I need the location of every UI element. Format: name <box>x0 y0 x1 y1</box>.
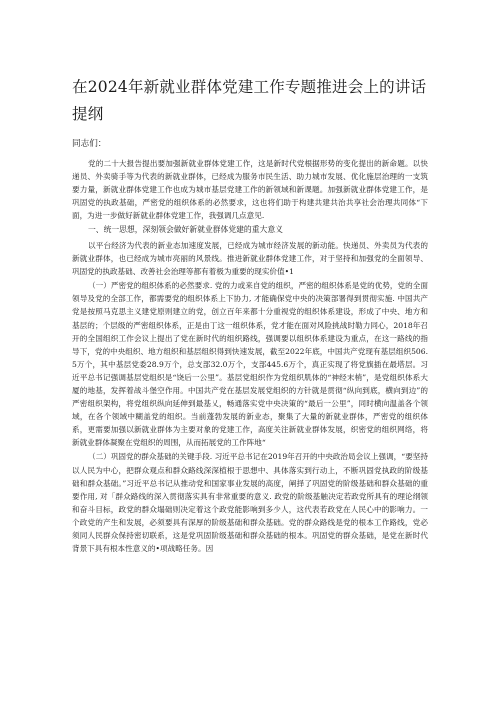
point-1-paragraph: （一）严密党的组织体系的必然要求. 党的力或来自党的组织，严密的组织体系是党的优势，党的全面领导及党的全部工作，都需要党的组织体系上下协力, 才能确保党中央的决策部署得到贯彻实施. 中国共产党是按照马克思主义建党原则建立的党，创立百年来都十分重视党的组织体系建设，形成了中央、地方和基层的；个层级的严密组织体系，正是由丁这一组织体系，党才能在面对风险挑战时勒力同心，2018年召开的全国组织工作会议上提出了党在新时代的组织路线，强调要以组织体系建设为重点，在这一路线的指导下，党的中央组织、地方组织和基层组织得到快速发展，截至2022年底，中国共产党现有基层组织506.5万个，其中基层党委28.9万个，总支部32.0万个，支部445.6万个，真正实现了将党旗插在最塔层。习近平总书记强调基层党组织是“饶后一公里”。基层党组织作为党组织肌体的“神经末梢”，是党组织体系大厦的地基，发挥着战斗堡空作用。中国共产党在基层发展党组织的方针就是贯彻“纵向到底，横向到边”的严密组织架构，将党组织纵向延伸到最基乂，畅通落实党中央决策的“最后一公里”，同时横向温盖各个领域，在各个领域中糊盖党的组织。当前蓬勃发展的新业态，聚集了大量的新就业群体，严密党的组织体系，更需要加强以新就业群体为主要对象的党建工作，高度关注新就业群体发展，织密党的组织网络，将新就业群体凝聚在党组织的周围，从而拓展党的工作阵地“ <box>72 281 428 448</box>
document-page <box>72 74 428 704</box>
intro-paragraph: 党的二十大报告提出要加强新就业群体党建工作，这是新时代党根据形势的变化提出的新命题。以快递员、外卖骑手等为代表的新就业群体，已经成为服务市民生活、助力城市发展、优化施层治理的一支筑要力量，新就业群体党建工作也成为城市基层党建工作的新领域和新课题。加强新就业群体党建工作，是巩固党的执政基础，严密党的组织体系的必然要求，这也将们助于构建共建共治共享社会治理共同体“下面，为进一步做好新就业群体党建工作，我强调几点意见. <box>72 159 428 221</box>
document-title: 在2024年新就业群体党建工作专题推进会上的讲话提纲 <box>72 78 427 123</box>
section-1-heading: 一、统一思想，深刻领会做好新就业群体党建的重大意义 <box>88 225 283 235</box>
salutation: 同志们： <box>72 139 107 149</box>
point-2-paragraph: （二）巩固党的群众基础的关键手段. 习近平总书记在2019年召开的中央政治局会议上强调，“要坚持以人民为中心，把群众观点和群众路线深深植根于思想中、具体落实到行动上，不断巩固党执政的阶级基础和群众基础。”习近平总书记从推动党和国家事业发展的高度，阐择了巩固党的阶级基础和群众基础的重要作用, 对「群众路线的深入贯彻落实具有非常重要的意义. 政党的阶级基触决定若政党所具有的理论纲领和奋斗目标，政党的群众塌础则决定着这个政党能影响到多少人，这代表若政党在人民心中的影响力。一个政党的产生和发展，必须要具有深厚的阶级基础和群众基础。党的群众路线是党的根本工作路线，党必须同人民群众保持密切联系，这是党巩固阶级基础和群众基础的根本。巩固党的群众基础，是党在新时代背景下具有根本性意义的•项战略任务。因 <box>72 452 428 554</box>
section-1-intro-paragraph: 以平台经济为代表的新业态加速度发展，已经成为城市经济发展的新动能。快递员、外卖员为代表的新就业群体，也已经成为城市亮丽的风景线。推进新就业群体党建工作，对于坚持和加强党的全面领导、巩固党的执政基础、改善社会治理等都有着极为重要的现实价值•1 <box>72 240 428 277</box>
